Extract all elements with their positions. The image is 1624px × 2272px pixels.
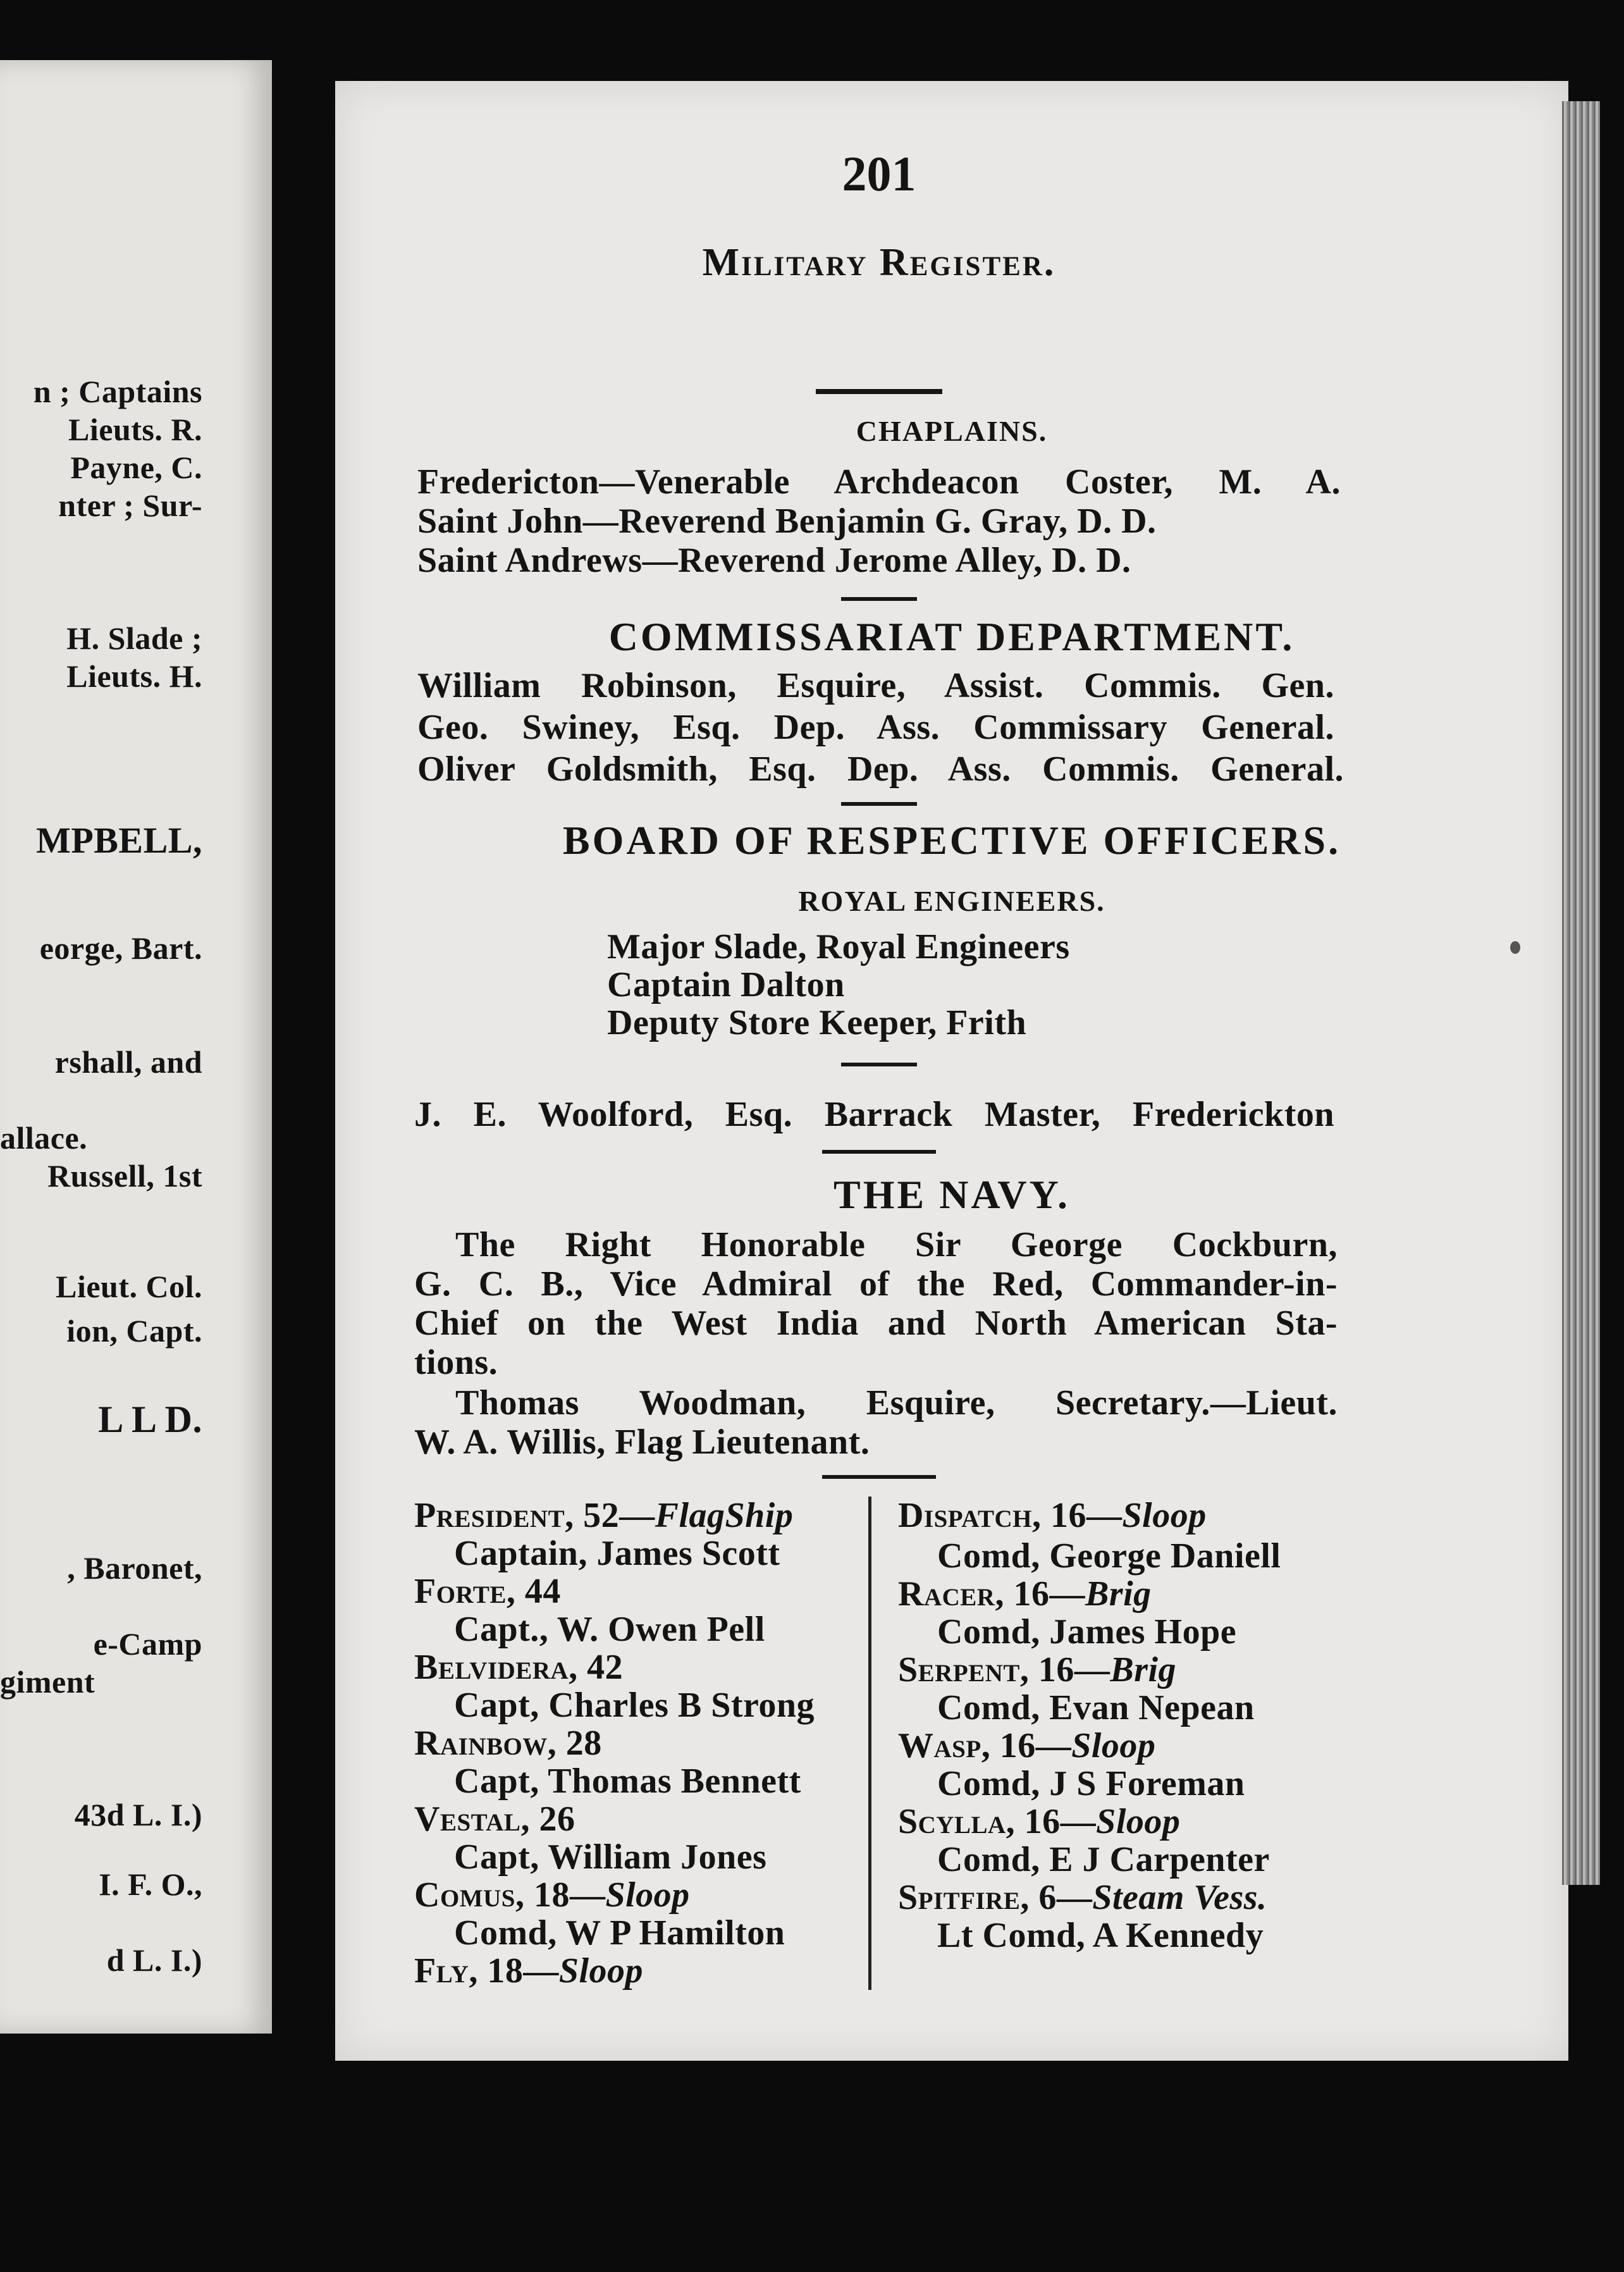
ship-officer: Comd, George Daniell <box>937 1536 1281 1576</box>
section-rule <box>841 1063 917 1066</box>
ship-type: Sloop <box>605 1875 690 1915</box>
ship-officer: Capt, William Jones <box>454 1837 767 1877</box>
commissariat-line: Oliver Goldsmith, Esq. Dep. Ass. Commis. General. <box>417 750 1344 789</box>
ship-officer: Comd, J S Foreman <box>937 1764 1245 1803</box>
ship-entry <box>898 1495 1207 1536</box>
ship-guns: , 16— <box>981 1726 1072 1765</box>
ship-name: Rainbow <box>414 1724 548 1763</box>
barrack-master-line: J. E. Woolford, Esq. Barrack Master, Frederickton <box>414 1095 1334 1134</box>
commissariat-line: Geo. Swiney, Esq. Dep. Ass. Commissary General. <box>417 708 1334 747</box>
left-page-line: L L D. <box>98 1398 202 1440</box>
ship-entry <box>414 1723 602 1763</box>
left-page-line: Russell, 1st <box>47 1158 202 1194</box>
left-page-line: Lieuts. R. <box>68 412 202 447</box>
ship-guns: , 26 <box>520 1800 575 1839</box>
ship-officer: Comd, James Hope <box>937 1612 1237 1652</box>
navy-paragraph-line: Chief on the West India and North American Sta- <box>414 1304 1338 1343</box>
page-number: 201 <box>842 146 916 201</box>
section-rule <box>841 597 917 601</box>
column-divider <box>868 1497 871 1990</box>
ship-entry <box>898 1801 1180 1842</box>
left-page-line: Lieut. Col. <box>56 1269 202 1304</box>
left-page-line: allace. <box>0 1120 88 1156</box>
navy-paragraph-line: W. A. Willis, Flag Lieutenant. <box>414 1423 870 1462</box>
ship-guns: , 18— <box>515 1875 606 1915</box>
ship-entry <box>414 1571 561 1612</box>
page-edges <box>1562 101 1600 1885</box>
section-rule <box>822 1475 936 1479</box>
ship-officer: Comd, E J Carpenter <box>937 1840 1270 1879</box>
ship-officer: Captain, James Scott <box>454 1534 780 1573</box>
engineer-line: Major Slade, Royal Engineers <box>607 927 1070 966</box>
left-page-line: giment <box>0 1664 95 1700</box>
commissariat-line: William Robinson, Esquire, Assist. Commis. Gen. <box>417 666 1334 705</box>
royal-engineers-heading: ROYAL ENGINEERS. <box>798 885 1105 917</box>
ship-name: Dispatch <box>898 1496 1033 1535</box>
left-page-line: MPBELL, <box>36 820 202 861</box>
ship-officer: Capt, Charles B Strong <box>454 1686 815 1725</box>
ship-entry <box>898 1877 1267 1918</box>
ship-entry <box>414 1495 793 1536</box>
chaplain-line: Fredericton—Venerable Archdeacon Coster, M. A. <box>417 462 1341 502</box>
ship-entry <box>898 1726 1155 1766</box>
ship-name: Wasp <box>898 1726 981 1765</box>
ship-name: Vestal <box>414 1800 521 1839</box>
left-page-line: ion, Capt. <box>66 1313 202 1349</box>
chaplain-line: Saint Andrews—Reverend Jerome Alley, D. D. <box>417 541 1131 580</box>
ship-name: Spitfire <box>898 1878 1021 1917</box>
ink-speck <box>1510 941 1520 954</box>
navy-paragraph-line: Thomas Woodman, Esquire, Secretary.—Lieut. <box>455 1383 1338 1423</box>
left-page-line: Payne, C. <box>70 450 202 485</box>
left-page-line: I. F. O., <box>99 1867 202 1902</box>
left-page-line: n ; Captains <box>33 374 202 409</box>
ship-entry <box>898 1650 1176 1690</box>
ship-name: Comus <box>414 1875 515 1915</box>
section-rule <box>841 802 917 806</box>
ship-type: Brig <box>1110 1650 1177 1689</box>
ship-guns: , 16— <box>1006 1802 1097 1841</box>
ship-type: FlagShip <box>655 1496 794 1535</box>
left-facing-page <box>0 60 272 2034</box>
ship-name: Forte <box>414 1572 507 1611</box>
navy-paragraph-line: G. C. B., Vice Admiral of the Red, Commander-in- <box>414 1264 1338 1304</box>
left-page-line: d L. I.) <box>106 1942 202 1978</box>
left-page-line: eorge, Bart. <box>39 930 202 966</box>
left-page-line: H. Slade ; <box>66 620 202 656</box>
left-page-line: nter ; Sur- <box>58 488 202 523</box>
section-rule <box>816 389 942 394</box>
ship-officer: Lt Comd, A Kennedy <box>937 1916 1264 1955</box>
navy-paragraph-line: tions. <box>414 1343 498 1382</box>
ship-guns: , 16— <box>1019 1650 1110 1689</box>
ship-type: Sloop <box>1071 1726 1156 1765</box>
board-heading: BOARD OF RESPECTIVE OFFICERS. <box>562 818 1341 863</box>
ship-name: President <box>414 1496 565 1535</box>
left-page-line: e-Camp <box>93 1626 202 1662</box>
left-page-line: Lieuts. H. <box>66 658 202 694</box>
ship-officer: Capt., W. Owen Pell <box>454 1610 765 1649</box>
ship-officer: Comd, W P Hamilton <box>454 1913 785 1953</box>
ship-entry <box>898 1574 1152 1614</box>
chaplain-line: Saint John—Reverend Benjamin G. Gray, D. D. <box>417 502 1157 541</box>
ship-name: Serpent <box>898 1650 1020 1689</box>
ship-type: Sloop <box>1122 1496 1207 1535</box>
navy-heading: THE NAVY. <box>834 1172 1070 1217</box>
commissariat-heading: COMMISSARIAT DEPARTMENT. <box>608 614 1295 659</box>
left-page-line: rshall, and <box>54 1044 202 1080</box>
ship-name: Racer <box>898 1574 995 1614</box>
section-rule <box>822 1150 936 1154</box>
left-page-line: , Baronet, <box>67 1550 202 1586</box>
navy-paragraph-line: The Right Honorable Sir George Cockburn, <box>455 1225 1338 1264</box>
chaplains-heading: CHAPLAINS. <box>856 415 1048 447</box>
ship-entry <box>414 1875 690 1915</box>
page-title: Military Register. <box>702 241 1056 284</box>
ship-guns: , 44 <box>506 1572 561 1611</box>
ship-guns: , 52— <box>565 1496 655 1535</box>
ship-type: Sloop <box>558 1951 644 1991</box>
ship-guns: , 18— <box>469 1951 559 1991</box>
ship-entry <box>414 1647 623 1688</box>
engineer-line: Deputy Store Keeper, Frith <box>607 1003 1027 1042</box>
ship-guns: , 28 <box>547 1724 602 1763</box>
ship-officer: Comd, Evan Nepean <box>937 1688 1255 1727</box>
ship-name: Fly <box>414 1951 469 1991</box>
left-page-line: 43d L. I.) <box>74 1797 202 1832</box>
ship-type: Sloop <box>1096 1802 1181 1841</box>
ship-name: Scylla <box>898 1802 1006 1841</box>
ship-guns: , 16— <box>995 1574 1085 1614</box>
ship-type: Brig <box>1085 1574 1152 1614</box>
ship-officer: Capt, Thomas Bennett <box>454 1762 801 1801</box>
ship-name: Belvidera <box>414 1648 569 1687</box>
ship-guns: , 6— <box>1020 1878 1093 1917</box>
ship-type: Steam Vess. <box>1092 1878 1267 1917</box>
ship-entry <box>414 1951 643 1991</box>
ship-entry <box>414 1799 575 1839</box>
ship-guns: , 16— <box>1032 1496 1123 1535</box>
ship-guns: , 42 <box>569 1648 624 1687</box>
engineer-line: Captain Dalton <box>607 965 845 1004</box>
